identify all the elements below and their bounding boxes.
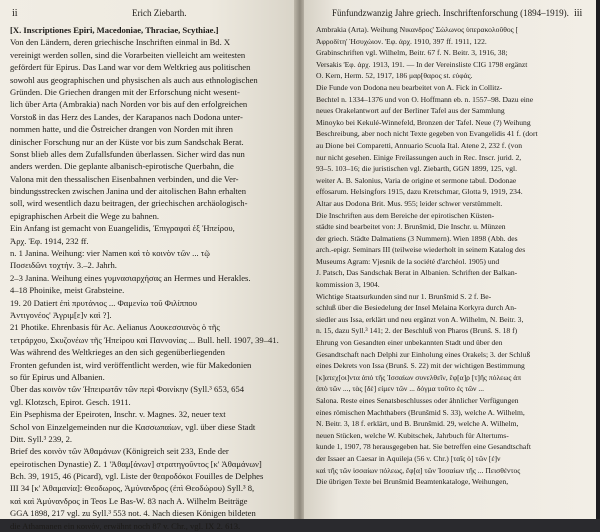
text-line: Ein Anfang ist gemacht von Euangelidis, Ἐπιγραφαὶ ἐξ Ἠπείρου,	[10, 223, 235, 234]
text-line: Wichtige Staatsurkunden sind nur 1. Brunšmid S. 2 f. Be-	[316, 291, 492, 301]
text-line: III 34 [κ' Ἀθαμανία]: Θεοδωρος, Ἀμύνανδρος (ἐπὶ Θεοδώρου) Syll.³ 8,	[10, 483, 255, 494]
text-line: Was während des Weltkrieges an den sich gegenüberliegenden	[10, 347, 225, 358]
text-line: kunde 1, 1907, 78 herausgegeben hat. Sie betreffen eine Gesandtschaft	[316, 442, 531, 452]
text-line: Valona mit den thessalischen Eisenbahnen verbinden, und die Ver-	[10, 173, 239, 184]
text-line: au Dione bei Comparetti, Annuario Scuola Ital. Atene 2, 232 f. (von	[316, 140, 523, 150]
text-line: Beschreibung, aber noch nicht Texte gegeben von Evangelidis 41 f. (dort	[316, 129, 538, 139]
text-line: sowohl aus geographischen und physischen als auch aus ethnologischen	[10, 74, 258, 85]
text-line: arch.-epigr. Seminars III (teilweise wiederholt in seinem Katalog des	[316, 245, 526, 255]
text-line: n. 15, dazu Syll.³ 141; 2. der Beschluß von Pharos (Brunš. S. 18 f)	[316, 326, 518, 336]
text-line: Gesandtschaft nach Delphi zur Einholung eines Orakels; 3. der Schluß	[316, 349, 531, 359]
text-line: vgl. Klotzsch, Epirot. Gesch. 1911.	[10, 396, 131, 407]
text-line: Ehrung von Gesandten einer unbekannten Stadt und über den	[316, 338, 503, 348]
text-line: Minoyko bei Kekulé-Winnefeld, Bronzen der Tafel. Neue (?) Weihung	[316, 117, 531, 127]
text-line: die Athamanen ein κοινόν, erwähnt noch 87 v. Chr., vgl. IX 2. 613.	[10, 520, 241, 531]
text-line: Ἀφροδίτη' Ἡσυχώιον. Ἐφ. ἀρχ. 1910, 397 ff. 1911, 122.	[316, 36, 487, 46]
text-line: 19. 20 Datiert ἐπὶ πρυτάνιος ... Φαμενίω τοῦ Φιλίππου	[10, 297, 197, 308]
running-head-left: Erich Ziebarth.	[132, 8, 187, 18]
text-line: GGA 1898, 217 vgl. zu Syll.³ 553 not. 4. Nach diesen Königen bildeten	[10, 508, 256, 519]
text-line: Die Funde von Dodona neu bearbeitet von A. Fick in Collitz-	[316, 82, 503, 92]
text-line: Brief des κοινὸν τῶν Ἀθαμάνων (Königreich seit 233, Ende der	[10, 446, 229, 457]
text-line: τετράρχου, Σκυζονέων τῆς Ἠπείρου καὶ Παννονίας ... Bull. hell. 1907, 39–41.	[10, 334, 279, 345]
text-line: 21 Photike. Ehrenbasis für Ac. Aelianus Λουκεσσιανὸς ὁ τῆς	[10, 322, 220, 333]
text-line: neues Orakelantwort auf der Berliner Tafel aus der Sammlung	[316, 106, 505, 116]
text-line: [κ]ατεχ[οι]ντα ἀπό τῆς Ἰσσαίων συνελθεῖν, ἔφ[α]ρ [τ]ῆς πόλεως ἀπ	[316, 372, 522, 382]
text-line: καὶ τῆς τῶν ἱσσαίων πόλεως, ἔφ[α] τῶν Ἰσσαίων τῆς ... Πεισθέντος	[316, 465, 521, 475]
text-line: J. Patsch, Das Sandschak Berat in Albanien. Schriften der Balkan-	[316, 268, 518, 278]
text-line: dinischer Forschung nur an der Küste vor bis zum Sandschak Berat.	[10, 136, 244, 147]
text-line: O. Kern, Herm. 52, 1917, 186 μαρ[θαρος st. εὐφάς.	[316, 71, 473, 81]
text-line: vereinigt werden sollen, sind die Vorarbeiten vielleicht am weitesten	[10, 49, 246, 60]
text-line: Ditt. Syll.³ 239, 2.	[10, 433, 73, 444]
text-line: kommission 3, 1904.	[316, 280, 380, 290]
text-line: anders werden. Die geplante albanisch-epirotische Querbahn, die	[10, 161, 234, 172]
text-line: n. 1 Janina. Weihung: vier Namen καὶ τὸ κοινὸν τῶν ... τῷ	[10, 248, 210, 259]
left-text-block	[10, 24, 292, 532]
text-line: Über das κοινὸν τῶν Ἠπειρωτᾶν τῶν περὶ Φοινίκην (Syll.³ 653, 654	[10, 384, 245, 395]
text-line: Bechtel n. 1334–1376 und von O. Hoffmann eb. n. 1557–98. Dazu eine	[316, 94, 534, 104]
text-line: weiter A. B. Salonius, Varia de origine et sermone tabul. Dodonae	[316, 175, 517, 185]
text-line: Die Inschriften aus dem Bereiche der epirotischen Küsten-	[316, 210, 495, 220]
text-line: Ποσειδῶνι τοχτήν. 3.–2. Jahrh.	[10, 260, 117, 271]
text-line: lich über Arta (Ambrakia) nach Norden vor bis auf den erfolgreichen	[10, 99, 248, 110]
text-line: καὶ καὶ Ἀμύνανδρος in Teos Le Bas-W. 83 nach A. Wilhelm Beiträge	[10, 495, 248, 506]
text-line: Ἀντιγονέος' Ἀγριμ[ε]ν καὶ ?].	[10, 309, 112, 320]
text-line: Ein Psephisma der Epeiroten, Inschr. v. Magnes. 32, neuer text	[10, 409, 226, 420]
text-line: bindungsstrecken zwischen Janina und der aitolischen Bahn erhalten	[10, 186, 247, 197]
text-line: Von den Ländern, deren griechische Inschriften einmal in Bd. X	[10, 37, 231, 48]
text-line: der Issaer an Caesar in Aquileja (56 v. Chr.) [ταῖς ὁ] τῶν [ἐ]ν	[316, 453, 501, 463]
text-line: Bch. 39, 1915, 46 (Picard), vgl. Liste der θεαροδόκοι Fouilles de Delphes	[10, 471, 264, 482]
text-line: städte sind bearbeitet von: J. Brunšmid, Die Inschr. u. Münzen	[316, 222, 506, 232]
text-line: effosarum. Helsingfors 1915, dazu Kretschmar, Glotta 9, 1919, 234.	[316, 187, 523, 197]
page-number-right: iii	[574, 8, 583, 19]
text-line: N. Beitr. 3, 18 f. erklärt, und B. Brunšmid. 29, welche A. Wilhelm,	[316, 419, 519, 429]
text-line: 2–3 Janina. Weihung eines γυμνασιαρχήσας an Hermes und Herakles.	[10, 272, 251, 283]
text-line: [X. Inscriptiones Epiri, Macedoniae, Thraciae, Scythiae.]	[10, 25, 219, 35]
text-line: der griech. Städte Dalmatiens (3 Nummern). Wien 1898 (Abh. des	[316, 233, 518, 243]
text-line: soll, wird wesentlich dazu beitragen, der griechischen archäologisch-	[10, 198, 248, 209]
text-line: so für Epirus und Albanien.	[10, 371, 105, 382]
text-line: Ἀρχ. Ἐφ. 1914, 232 ff.	[10, 235, 89, 246]
text-line: Altar aus Dodona Brit. Mus. 955; leider schwer verstümmelt.	[316, 198, 503, 208]
text-line: Museums Agram: Vjesnik de la société d'archéol. 1905) und	[316, 256, 500, 266]
page-edge	[596, 0, 600, 519]
text-line: Die übrigen Texte bei Brunšmid Beamtenkataloge, Weihungen,	[316, 477, 509, 487]
text-line: Ambrakia (Arta). Weihung Νικανδρος' Σώλωνος ὑπερακολοῦθος [	[316, 25, 519, 34]
text-line: epeirotischen Dynastie) Z. 1 'Ἀθαμ[άνων] στρατηγοῦντος [κ' Ἀθαμάνων]	[10, 458, 262, 469]
text-line: eines römischen Machthabers (Brunšmid S. 33), welche A. Wilhelm,	[316, 407, 525, 417]
page-number-left: ii	[12, 8, 18, 19]
left-page	[0, 0, 296, 531]
text-line: neuen Stücken, welche W. Kubitschek, Jahrbuch für Altertums-	[316, 430, 509, 440]
text-line: ἀπὸ τῶν ..., τὰς [δὲ] εἰμεν τῶν ... δόγμα τοῦτο ἐς τῶν ...	[316, 384, 485, 394]
text-line: nommen hatte, und die Östreicher drangen von Norden mit ihren	[10, 124, 233, 135]
text-line: Gründen. Die Griechen drangen mit der Erforschung nicht wesent-	[10, 86, 240, 97]
text-line: schluß über die Besiedelung der Insel Melaina Korkyra durch An-	[316, 303, 517, 313]
right-page	[304, 0, 596, 519]
text-line: Versakis Ἐφ. ἀρχ. 1913, 191. — In der Vereinsliste CIG 1798 ergänzt	[316, 59, 528, 69]
text-line: Salona. Reste eines Senatsbeschlusses oder ähnlicher Verfügungen	[316, 396, 519, 405]
text-line: Vorstoß in das Herz des Landes, der Karapanos nach Dodona unter-	[10, 111, 243, 122]
text-line: siedler aus Issa, erklärt und neu ergänzt von A. Wilhelm, N. Beitr. 3,	[316, 314, 524, 324]
running-head-right: Fünfundzwanzig Jahre griech. Inschriftenforschung (1894–1919).	[332, 8, 569, 18]
text-line: nur nicht gesehen. Einige Freilassungen auch in Rec. Inscr. jurid. 2,	[316, 152, 522, 162]
text-line: 4–18 Phoinike, meist Grabsteine.	[10, 285, 125, 296]
text-line: Fronten gefunden ist, wird veröffentlicht werden, wie für Makedonien	[10, 359, 252, 370]
text-line: 93–5. 103–16; die juristischen vgl. Ziebarth, GGN 1899, 125, vgl.	[316, 164, 518, 174]
text-line: epigraphischen Arbeit die Wege zu bahnen.	[10, 210, 160, 221]
text-line: Schol von Einzelgemeinden nur die Κασσωπαίων, vgl. über diese Stadt	[10, 421, 256, 432]
text-line: eines Dekrets von Issa (Brunš. S. 22) mit der wichtigen Bestimmung	[316, 361, 525, 371]
text-line: Grabinschriften vgl. Wilhelm, Beitr. 67 f. N. Beitr. 3, 1916, 38;	[316, 48, 508, 58]
text-line: gefördert für Epirus. Das Land war vor dem Weltkrieg aus politischen	[10, 62, 251, 73]
right-text-block	[316, 24, 592, 488]
text-line: Sonst blieb alles dem Zufallsfunden überlassen. Sicher wird das nun	[10, 148, 245, 159]
